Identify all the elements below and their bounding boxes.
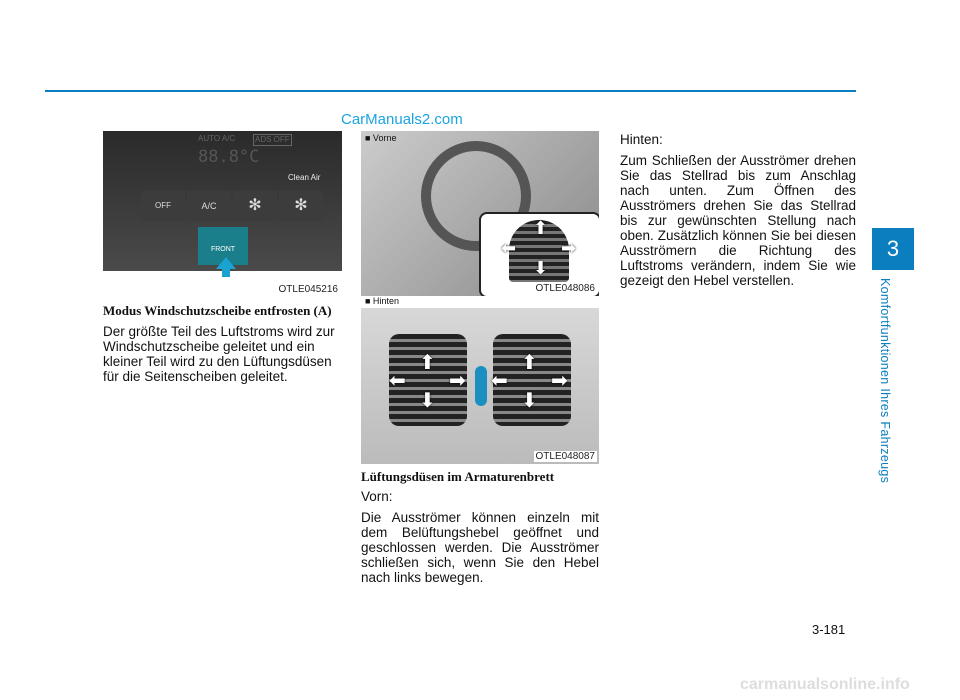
front-vent-image bbox=[361, 131, 599, 296]
climate-panel-image bbox=[103, 131, 342, 297]
arrow-up-icon: ⬆ bbox=[533, 218, 549, 238]
fan-low-icon: ✻ bbox=[233, 191, 277, 221]
image-code: OTLE045216 bbox=[278, 284, 338, 295]
arrow-left-icon: ⬅ bbox=[501, 238, 517, 258]
body-text: Der größte Teil des Luftstroms wird zur Windschutzscheibe geleitet und ein kleiner Teil wird zu den Lüftungsdüsen für die Seitenscheiben geleitet. bbox=[103, 324, 335, 384]
thumbwheel bbox=[475, 366, 487, 406]
clean-air-label: Clean Air bbox=[288, 173, 321, 182]
page-number: 3-181 bbox=[812, 622, 846, 637]
chapter-tab: 3 bbox=[872, 228, 914, 270]
header-rule bbox=[45, 90, 856, 92]
auto-ac-label: AUTO A/C bbox=[198, 134, 236, 143]
rear-vent-image bbox=[361, 296, 599, 464]
section-heading: Modus Windschutzscheibe entfrosten (A) bbox=[103, 303, 332, 318]
body-text: Zum Schließen der Ausströmer drehen Sie das Stellrad bis zum Anschlag nach unten. Zum Öffnen des Ausströmers drehen Sie das Stellrad bis zur gewünschten Stellung nach oben. Zusätzlich können Sie bei diesen Ausströmern die Richtung des Luftstroms verändern, indem Sie wie gezeigt den Hebel verstellen. bbox=[620, 153, 856, 288]
front-label: ■ Vorne bbox=[365, 133, 397, 143]
ac-button: A/C bbox=[187, 191, 231, 221]
watermark: CarManuals2.com bbox=[341, 111, 463, 128]
arrow-right-icon: ➡ bbox=[561, 238, 577, 258]
right-text bbox=[620, 132, 856, 288]
subheading: Vorn: bbox=[361, 489, 393, 504]
arrow-up-icon: ⬆ bbox=[521, 352, 538, 374]
off-button: OFF bbox=[141, 191, 185, 221]
arrow-left-icon: ⬅ bbox=[491, 370, 508, 392]
chapter-title: Komfortfunktionen Ihres Fahrzeugs bbox=[878, 278, 892, 484]
body-text: Die Ausströmer können einzeln mit dem Belüftungshebel geöffnet und geschlossen werden. Die Ausströmer schließen sich, wenn Sie den Hebel nach links bewegen. bbox=[361, 510, 599, 585]
front-defrost-button: FRONT bbox=[198, 227, 248, 265]
rear-label: ■ Hinten bbox=[365, 296, 399, 306]
arrow-up-icon: ⬆ bbox=[419, 352, 436, 374]
arrow-down-icon: ⬇ bbox=[533, 258, 549, 278]
section-heading: Lüftungsdüsen im Armaturenbrett bbox=[361, 469, 555, 484]
arrow-right-icon: ➡ bbox=[551, 370, 568, 392]
arrow-left-icon: ⬅ bbox=[389, 370, 406, 392]
temp-display: 88.8°C bbox=[198, 147, 260, 167]
ads-off-label: ADS OFF bbox=[255, 135, 290, 144]
left-text bbox=[103, 303, 342, 384]
arrow-right-icon: ➡ bbox=[449, 370, 466, 392]
image-code: OTLE048087 bbox=[535, 451, 595, 462]
arrow-down-icon: ⬇ bbox=[419, 390, 436, 412]
arrow-up-icon bbox=[216, 257, 236, 269]
middle-text bbox=[361, 469, 599, 585]
fan-high-icon: ✻ bbox=[279, 191, 323, 221]
image-code: OTLE048086 bbox=[535, 283, 595, 294]
footer-watermark: carmanualsonline.info bbox=[740, 676, 910, 693]
arrow-down-icon: ⬇ bbox=[521, 390, 538, 412]
subheading: Hinten: bbox=[620, 132, 663, 147]
